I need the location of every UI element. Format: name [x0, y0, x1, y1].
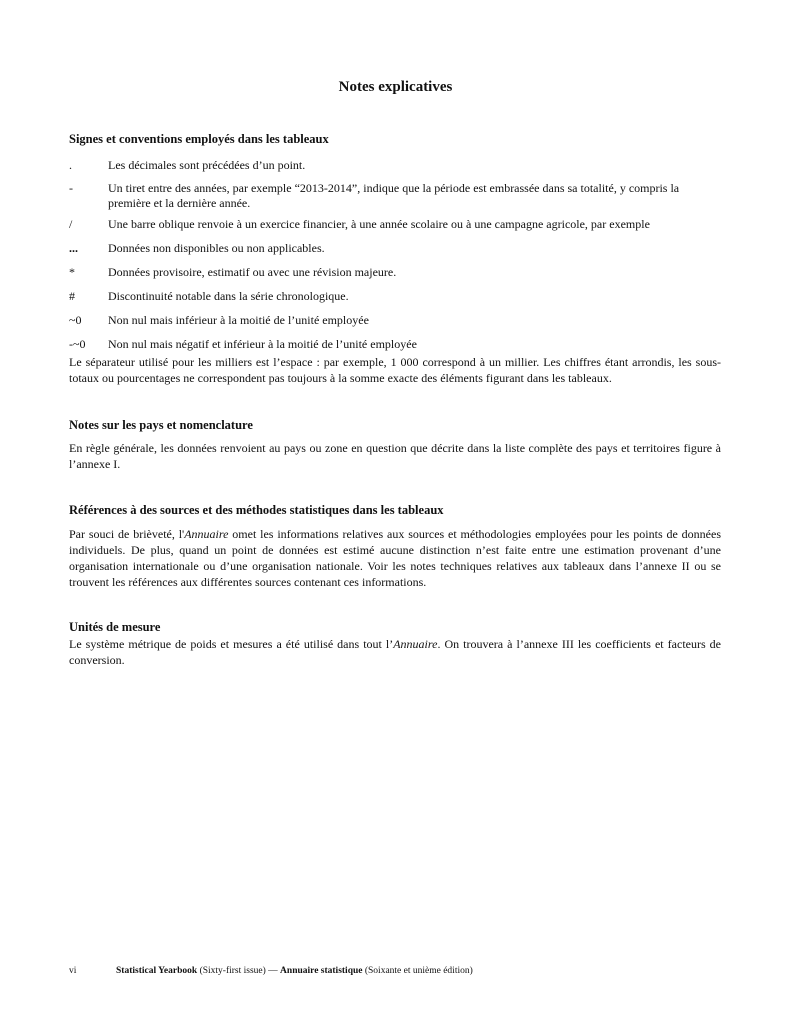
units-heading: Unités de mesure [69, 620, 161, 634]
sign-symbol: / [69, 217, 73, 231]
page-number: vi [69, 966, 77, 976]
countries-heading: Notes sur les pays et nomenclature [69, 418, 253, 432]
sign-symbol: -~0 [69, 337, 86, 351]
sign-item-dash [69, 181, 724, 211]
sign-description: Données provisoire, estimatif ou avec une révision majeure. [108, 265, 397, 279]
thousands-separator-note: Le séparateur utilisé pour les milliers est l’espace : par exemple, 1 000 correspond à un millier. Les chiffres étant arrondis, les sous-totaux ou pourcentages ne correspondent pas toujours à la somme exacte des éléments figurant dans les tableaux. [69, 355, 721, 385]
sign-item-slash [69, 217, 724, 232]
footer-title: Statistical Yearbook (Sixty-first issue) — Annuaire statistique (Soixante et unième édition) [116, 966, 473, 976]
sign-symbol: - [69, 181, 73, 195]
sign-item-negative-near-zero [69, 337, 724, 352]
countries-paragraph: En règle générale, les données renvoient au pays ou zone en question que décrite dans la liste complète des pays et territoires figure à l’annexe I. [69, 441, 721, 471]
signs-heading: Signes et conventions employés dans les tableaux [69, 132, 329, 146]
sign-symbol: # [69, 289, 75, 303]
sources-heading: Références à des sources et des méthodes statistiques dans les tableaux [69, 503, 444, 517]
page-title: Notes explicatives [338, 79, 453, 95]
annuaire-emphasis: Annuaire [393, 637, 438, 651]
sign-symbol: * [69, 265, 75, 279]
sign-description: Une barre oblique renvoie à un exercice financier, à une année scolaire ou à une campagne agricole, par exemple [108, 217, 650, 231]
sign-item-decimal [69, 158, 724, 173]
sign-symbol: . [69, 158, 72, 172]
sign-description: Les décimales sont précédées d’un point. [108, 158, 306, 172]
sign-item-hash [69, 289, 724, 304]
sign-item-ellipsis [69, 241, 724, 256]
sign-description: Non nul mais inférieur à la moitié de l’unité employée [108, 313, 369, 327]
annuaire-emphasis: Annuaire [184, 527, 229, 541]
sign-item-asterisk [69, 265, 724, 280]
units-paragraph: Le système métrique de poids et mesures a été utilisé dans tout l’Annuaire. On trouvera à l’annexe III les coefficients et facteurs de conversion. [69, 637, 721, 667]
sign-symbol: ... [69, 241, 78, 255]
sign-symbol: ~0 [69, 313, 82, 327]
sign-item-near-zero [69, 313, 724, 328]
sign-description: Non nul mais négatif et inférieur à la moitié de l’unité employée [108, 337, 417, 351]
sign-description: Données non disponibles ou non applicables. [108, 241, 325, 255]
sources-paragraph: Par souci de brièveté, l'Annuaire omet les informations relatives aux sources et méthodologies employées pour les points de données individuels. De plus, quand un point de données est estimé aucune distinction n’est faite entre une estimation provenant d’une organisation internationale ou d’une organisation nationale. Voir les notes techniques relatives aux tableaux dans l’annexe II ou se trouvent les références aux différentes sources contenant ces informations. [69, 527, 721, 589]
sign-description: Un tiret entre des années, par exemple “2013-2014”, indique que la période est embrassée dans sa totalité, y compris la première et la dernière année. [108, 181, 680, 210]
sign-description: Discontinuité notable dans la série chronologique. [108, 289, 349, 303]
